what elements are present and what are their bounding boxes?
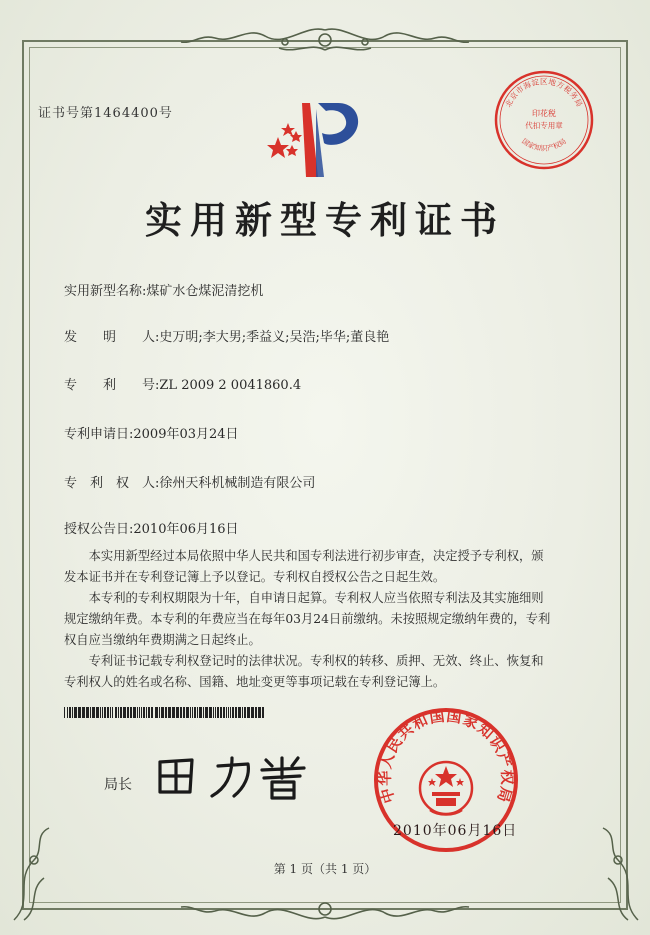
certificate-title: 实用新型专利证书 [145, 198, 505, 242]
big-seal-ring-text: 中华人民共和国国家知识产权局 [375, 706, 517, 806]
inventor-value: 史万明;李大男;季益义;吴浩;毕华;董良艳 [159, 330, 390, 345]
patent-holder-label: 专 利 权 人: [64, 476, 160, 491]
bottom-ornament [175, 893, 475, 929]
grant-date-row [64, 518, 239, 537]
svg-text:中华人民共和国国家知识产权局 [376, 707, 516, 805]
patent-holder-value: 徐州天科机械制造有限公司 [159, 476, 316, 491]
patent-number-label: 专 利 号: [64, 378, 160, 393]
apply-date-row [64, 423, 239, 442]
model-name-value: 煤矿水仓煤泥清挖机 [146, 284, 264, 299]
director-label: 局长 [104, 777, 132, 793]
apply-date-label: 专利申请日: [64, 427, 134, 442]
apply-date-value: 2009年03月24日 [133, 427, 239, 442]
tax-seal-bottom-text: 国家知识产权局 [520, 137, 568, 153]
certificate-number: 证书号第1464400号 [38, 106, 173, 121]
grant-date-label: 授权公告日: [64, 522, 134, 537]
body-paragraph-1: 本实用新型经过本局依照中华人民共和国专利法进行初步审查，决定授予专利权，颁发本证书并在专利登记簿上予以登记。专利权自授权公告之日起生效。 [64, 549, 544, 584]
model-name-label: 实用新型名称: [64, 284, 147, 299]
director-signature [148, 748, 318, 804]
tax-seal-line1: 印花税 [532, 109, 556, 118]
svg-text:国家知识产权局 [520, 136, 568, 152]
tax-stamp-seal [492, 68, 596, 172]
tax-seal-ring-text: 北京市海淀区地方税务局 [503, 77, 585, 109]
barcode [64, 707, 266, 718]
inventor-label: 发 明 人: [64, 330, 160, 345]
top-ornament [175, 22, 475, 62]
patent-number-row [64, 374, 301, 393]
body-paragraph-3: 专利证书记载专利权登记时的法律状况。专利权的转移、质押、无效、终止、恢复和专利权人的姓名或名称、国籍、地址变更等事项记载在专利登记簿上。 [64, 654, 544, 689]
patent-number-value: ZL 2009 2 0041860.4 [159, 378, 302, 393]
patent-holder-row [64, 472, 315, 491]
national-emblem-icon [420, 762, 472, 815]
inventor-row [64, 326, 389, 345]
body-paragraph-2: 本专利的专利权期限为十年，自申请日起算。专利权人应当依照专利法及其实施细则规定缴纳年费。本专利的年费应当在每年03月24日前缴纳。未按照规定缴纳年费的，专利权自应当缴纳年费期满之日起终止。 [64, 591, 551, 647]
stamp-date: 2010年06月16日 [393, 823, 518, 839]
tax-seal-line2: 代扣专用章 [525, 121, 563, 130]
page-footer: 第 1 页（共 1 页） [273, 862, 377, 876]
grant-date-value: 2010年06月16日 [133, 522, 239, 537]
patent-office-logo-icon [258, 85, 368, 185]
model-name-row [64, 280, 263, 299]
certificate-body [64, 546, 554, 693]
